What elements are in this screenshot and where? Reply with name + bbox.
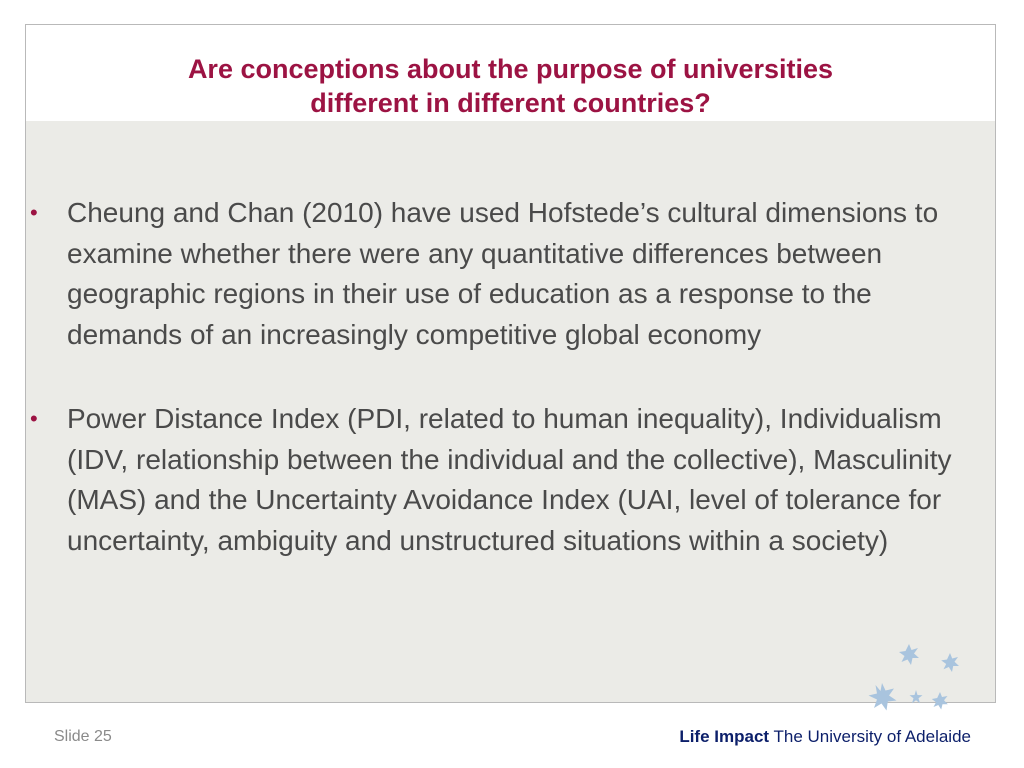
star-icon (869, 683, 897, 711)
title-line-1: Are conceptions about the purpose of universities (187, 54, 834, 84)
bullet-icon: • (30, 200, 38, 225)
brand-tagline: Life Impact (679, 727, 770, 746)
title-band (26, 25, 995, 121)
brand-name: The University of Adelaide (769, 727, 971, 746)
bullet-item (26, 399, 995, 561)
slide-number: Slide 25 (54, 728, 112, 745)
star-icon (910, 690, 923, 703)
bullet-item (26, 193, 995, 355)
slide-title (26, 52, 995, 120)
content-frame (25, 24, 996, 703)
star-icon (941, 653, 959, 672)
star-icon (899, 644, 919, 665)
bullet-text: Power Distance Index (PDI, related to human inequality), Individualism (IDV, relationship between the individual and the collective), Masculinity (MAS) and the Uncertainty Avoidance Index (UAI, level of tolerance for uncertainty, ambiguity and unstructured situations within a society) (67, 403, 952, 556)
bullet-icon: • (30, 406, 38, 431)
bullet-list (26, 193, 995, 605)
star-cluster-icon (858, 637, 968, 727)
star-icon (932, 692, 948, 710)
title-line-2: different in different countries? (310, 88, 711, 118)
university-brand (679, 727, 971, 747)
bullet-text: Cheung and Chan (2010) have used Hofstede’s cultural dimensions to examine whether there were any quantitative differences between geographic regions in their use of education as a response to the demands of an increasingly competitive global economy (67, 197, 939, 350)
